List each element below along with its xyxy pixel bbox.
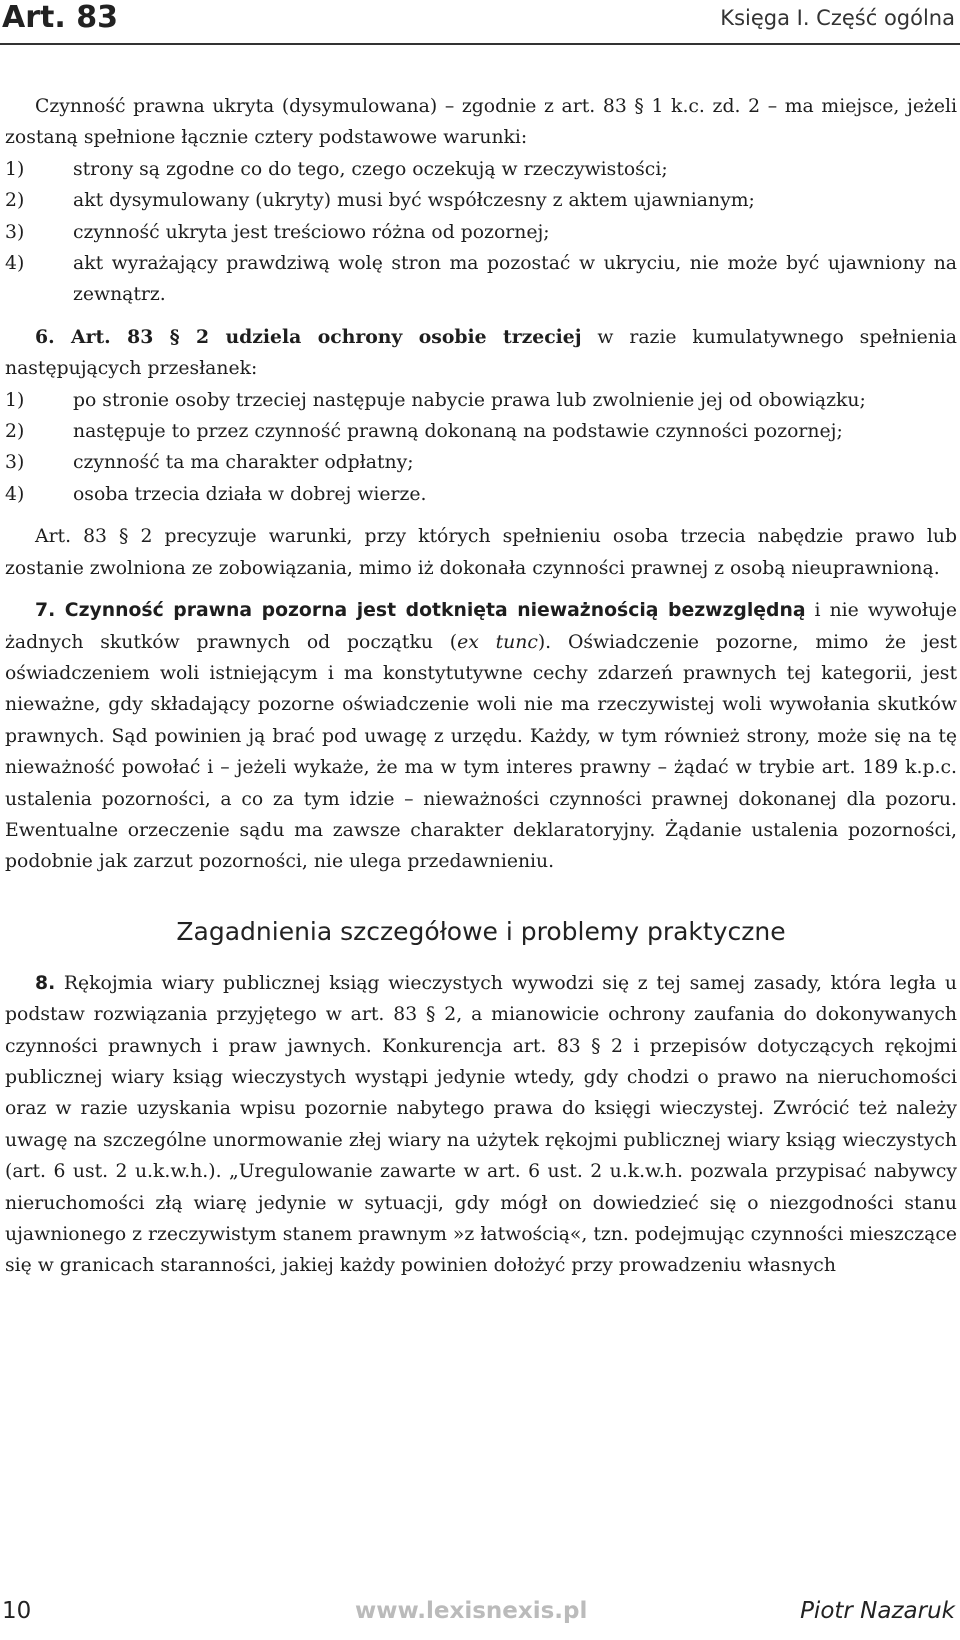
list-item: 2) akt dysymulowany (ukryty) musi być współczesny z aktem ujawnianym; [5,190,755,212]
list-item: 2) następuje to przez czynność prawną dokonaną na podstawie czynności pozornej; [5,421,843,443]
latin-term: ex tunc [457,631,538,653]
list-item: 1) strony są zgodne co do tego, czego oczekują w rzeczywistości; [5,158,668,180]
paragraph-art83: Art. 83 § 2 precyzuje warunki, przy których spełnieniu osoba trzecia nabędzie prawo lub zostanie zwolniona ze zobowiązania, mimo iż dokonała czynności prawnej z osobą nieuprawnioną. [5,526,957,579]
list-item: 4) akt wyrażający prawdziwą wolę stron ma pozostać w ukryciu, nie może być ujawniony na zewnątrz. [5,253,957,306]
paragraph-7-bold: Czynność prawna pozorna jest dotknięta nieważnością bezwzględną [55,600,806,622]
list-item: 3) czynność ukryta jest treściowo różna od pozornej; [5,221,550,243]
paragraph-6-bold: 6. Art. 83 § 2 udziela ochrony osobie trzeciej [35,325,582,348]
premises-list [5,385,957,511]
article-heading: Art. 83 [2,0,118,35]
page-footer [0,1598,960,1638]
list-item: 4) osoba trzecia działa w dobrej wierze. [5,483,427,505]
header-rule [0,43,960,45]
section-title: Zagadnienia szczegółowe i problemy praktyczne [176,916,786,946]
paragraph-8: 8. Rękojmia wiary publicznej ksiąg wieczystych wywodzi się z tej samej zasady, która legła u podstaw rozwiązania przyjętego w art. 83 § 2, a mianowicie ochrony zaufania do dokonywanych czynności prawnych i praw jawnych. Konkurencja art. 83 § 2 i przepisów dotyczących rękojmi publicznej wiary ksiąg wieczystych wystąpi jedynie wtedy, gdy chodzi o prawo na nieruchomości oraz w razie uzyskania wpisu pozornie nabytego prawa do księgi wieczystej. Zwrócić też należy uwagę na szczególne unormowanie złej wiary na użytek rękojmi publicznej wiary ksiąg wieczystych (art. 6 ust. 2 u.k.w.h.). „Uregulowanie zawarte w art. 6 ust. 2 u.k.w.h. pozwala przypisać nabywcy nieruchomości złą wiarę jedynie w sytuacji, gdy mógł on dowiedzieć się o niezgodności stanu ujawnionego z rzeczywistym stanem prawnym »z łatwością«, tzn. podejmując czynności mieszczące się w granicach staranności, jakiej każdy powinien dołożyć przy prowadzeniu własnych [5,972,957,1277]
page-number: 10 [2,1598,32,1624]
conditions-list [5,154,957,311]
paragraph-intro: Czynność prawna ukryta (dysymulowana) – zgodnie z art. 83 § 1 k.c. zd. 2 – ma miejsce, jeżeli zostaną spełnione łącznie cztery podstawowe warunki: [5,96,957,149]
paragraph-6: 6. Art. 83 § 2 udziela ochrony osobie trzeciej w razie kumulatywnego spełnienia następujących przesłanek: [5,325,957,380]
paragraph-7-number: 7. [35,600,56,622]
list-item: 1) po stronie osoby trzeciej następuje nabycie prawa lub zwolnienie jej od obowiązku; [5,389,866,411]
list-item: 3) czynność ta ma charakter odpłatny; [5,452,414,474]
paragraph-8-number: 8. [35,972,56,994]
book-section-label: Księga I. Część ogólna [720,6,955,30]
author-name: Piotr Nazaruk [800,1598,955,1624]
page-body [5,91,957,1282]
page-header [0,0,960,46]
publisher-website: www.lexisnexis.pl [355,1598,588,1624]
paragraph-7: 7. Czynność prawna pozorna jest dotknięta nieważnością bezwzględną i nie wywołuje żadnych skutków prawnych od początku (ex tunc). Oświadczenie pozorne, mimo że jest oświadczeniem woli istniejącym i ma konstytutywne cechy zdarzeń prawnych tej kategorii, jest nieważne, gdy składający pozorne oświadczenie woli nie ma rzeczywistej woli wywołania skutków prawnych. Sąd powinien ją brać pod uwagę z urzędu. Każdy, w tym również strony, może się na tę nieważność powołać i – jeżeli wykaże, że ma w tym interes prawny – żądać w trybie art. 189 k.p.c. ustalenia pozorności, a co za tym idzie – nieważności czynności prawnej dokonanej dla pozoru. Ewentualne orzeczenie sądu ma zawsze charakter deklaratoryjny. Żądanie ustalenia pozorności, podobnie jak zarzut pozorności, nie ulega przedawnieniu. [5,600,957,873]
